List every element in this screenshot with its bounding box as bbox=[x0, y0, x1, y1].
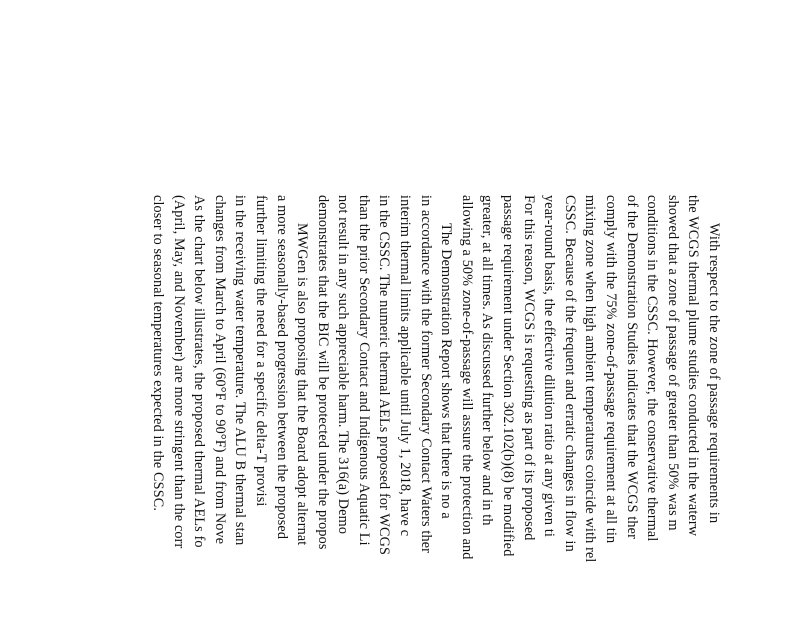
text-line: allowing a 50% zone-of-passage will assure the protection and bbox=[458, 195, 475, 560]
text-line: As the chart below illustrates, the proposed thermal AELs fo bbox=[191, 195, 208, 548]
text-line: the WCGS thermal plume studies conducted in the waterw bbox=[685, 195, 702, 537]
text-line: a more seasonally-based progression between the proposed bbox=[273, 195, 290, 540]
text-line: mixing zone when high ambient temperatures coincide with rel bbox=[582, 195, 599, 563]
text-line: closer to seasonal temperatures expected in the CSSC. bbox=[149, 195, 166, 512]
text-line: interim thermal limits applicable until July 1, 2018, have c bbox=[397, 195, 414, 537]
text-line: MWGen is also proposing that the Board adopt alternat bbox=[294, 223, 311, 546]
text-line: CSSC. Because of the frequent and erratic changes in flow in bbox=[561, 195, 578, 552]
text-line: in accordance with the former Secondary Contact Waters ther bbox=[417, 195, 434, 554]
text-line: conditions in the CSSC. However, the conservative thermal bbox=[644, 195, 661, 542]
text-line: changes from March to April (60°F to 90°F) and from Nove bbox=[211, 195, 228, 545]
text-line: The Demonstration Report shows that there is no a bbox=[438, 223, 455, 519]
text-line: passage requirement under Section 302.102(b)(8) be modified bbox=[500, 195, 517, 557]
text-line: showed that a zone of passage of greater than 50% was m bbox=[664, 195, 681, 531]
text-line: than the prior Secondary Contact and Indigenous Aquatic Li bbox=[355, 195, 372, 546]
text-line: With respect to the zone of passage requirements in bbox=[706, 223, 722, 524]
text-line: greater, at all times. As discussed further below and in th bbox=[479, 195, 496, 526]
text-line: in the CSSC. The numeric thermal AELs proposed for WCGS bbox=[376, 195, 393, 556]
text-line: (April, May, and November) are more stringent than the corr bbox=[170, 195, 187, 549]
text-line: not result in any such appreciable harm. The 316(a) Demo bbox=[335, 195, 352, 535]
text-line: further limiting the need for a specific delta-T provisi bbox=[252, 195, 269, 507]
text-line: of the Demonstration Studies indicates that the WCGS ther bbox=[623, 195, 640, 539]
text-line: in the receiving water temperature. The ALU B thermal stan bbox=[232, 195, 249, 546]
text-line: year-round basis, the effective dilution ratio at any given ti bbox=[541, 195, 558, 538]
text-line: For this reason, WCGS is requesting as part of its proposed bbox=[520, 195, 537, 541]
text-line: demonstrates that the BIC will be protected under the propos bbox=[314, 195, 331, 550]
rotated-text-column bbox=[147, 195, 724, 618]
text-line: comply with the 75% zone-of-passage requirement at all tin bbox=[603, 195, 620, 544]
